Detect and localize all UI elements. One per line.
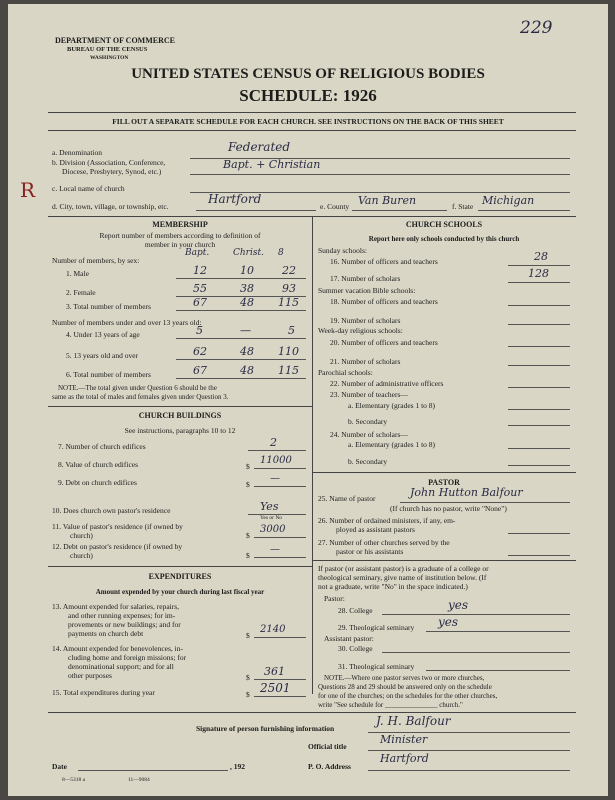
edifice-value-line [254,468,306,469]
over13-total: 110 [278,345,299,358]
q26-line-1: 26. Number of ordained ministers, if any, em- [318,516,456,525]
schools-heading: CHURCH SCHOOLS [405,220,483,229]
q25-sub: (If church has no pastor, write "None") [390,504,507,513]
total-bapt: 67 [193,296,207,309]
col-head-total: 8 [278,248,284,258]
q19-label: 19. Number of scholars [330,316,401,325]
edifice-debt-value: — [270,473,280,484]
dollar-sign: $ [246,673,250,682]
owns-residence-value: Yes [260,500,279,513]
total-label: 3. Total number of members [66,302,151,311]
form-schedule: SCHEDULE: 1926 [239,86,377,105]
q27-line-1: 27. Number of other churches served by the [318,538,450,547]
over13-christ: 48 [240,345,254,358]
residence-debt-label: 12. Debt on pastor's residence (if owned by [52,542,183,551]
bureau-name: BUREAU OF THE CENSUS [67,46,148,53]
q30-line [382,652,570,653]
divider [48,130,576,131]
female-label: 2. Female [66,288,96,297]
form-number: 8—5318 a [62,777,86,783]
dollar-sign: $ [246,631,250,640]
denomination-label: a. Denomination [52,148,102,157]
q13-line-1: 13. Amount expended for salaries, repairs, [52,602,180,611]
pastor-note-1: NOTE.—Where one pastor serves two or more churches, [324,674,485,682]
grid-line [48,712,576,713]
total6-total: 115 [278,364,299,377]
q14-line-2: cluding home and foreign missions; for [68,653,187,662]
pastor-note-4: write "See schedule for _______________ church." [318,701,463,709]
city-line [196,210,316,211]
q13-line-4: payments on church debt [68,629,144,638]
edifices-line [248,450,306,451]
q20-line [508,346,570,347]
buildings-heading: CHURCH BUILDINGS [138,411,222,420]
divider [48,112,576,113]
title-label: Official title [308,742,347,751]
over13-line [176,359,306,360]
q28-label: 28. College [338,606,373,615]
q21-line [508,365,570,366]
denomination-value: Federated [228,140,291,154]
form-instruction: FILL OUT A SEPARATE SCHEDULE FOR EACH CHURCH. SEE INSTRUCTIONS ON THE BACK OF THIS SHEET [112,117,504,126]
female-christ: 38 [240,282,254,295]
q28-value: yes [448,598,469,612]
grid-line [48,406,312,407]
q29-label: 29. Theological seminary [338,623,415,632]
q24a-label: a. Elementary (grades 1 to 8) [348,440,436,449]
print-number: 11—9084 [128,777,150,783]
residence-value-label: 11. Value of pastor's residence (if owned by [52,522,183,531]
residence-debt-value: — [270,544,280,555]
division-label: b. Division (Association, Conference, [52,158,166,167]
residence-debt-line [254,557,306,558]
q16-line [508,265,570,266]
q14-line-3: denominational support; and for all [68,662,174,671]
q24b-line [508,465,570,466]
q27-line [508,555,570,556]
city-label: d. City, town, village, or township, etc. [52,202,169,211]
date-label: Date [52,762,67,771]
total6-line [176,378,306,379]
q29-line [426,631,570,632]
title-value: Minister [380,733,428,746]
county-label: e. County [320,202,350,211]
q14-value: 361 [264,665,285,678]
grad-line-2: theological seminary, give name of institution below. (If [318,573,487,582]
division-label-2: Diocese, Presbytery, Synod, etc.) [62,167,162,176]
membership-sub-2: member in your church [144,240,216,249]
membership-heading: MEMBERSHIP [152,220,208,229]
residence-value-line [254,537,306,538]
weekday-label: Week-day religious schools: [318,326,403,335]
owns-residence-label: 10. Does church own pastor's residence [52,506,171,515]
membership-sub-1: Report number of members according to definition of [99,231,261,240]
membership-note-2: same as the total of males and females given under Question 3. [52,393,229,401]
schools-sub: Report here only schools conducted by this church [368,235,520,243]
county-value: Van Buren [358,194,417,207]
age-head: Number of members under and over 13 years old: [52,318,202,327]
q15-label: 15. Total expenditures during year [52,688,155,697]
city-value: Hartford [208,192,262,206]
male-christ: 10 [240,264,254,277]
col-head-bapt: Bapt. [185,248,210,258]
q24a-line [508,448,570,449]
male-bapt: 12 [193,264,207,277]
q23a-label: a. Elementary (grades 1 to 8) [348,401,436,410]
state-label: f. State [452,202,474,211]
total-total: 115 [278,296,299,309]
pastor-heading: PASTOR [428,478,460,487]
q16-value: 28 [534,250,548,263]
q30-label: 30. College [338,644,373,653]
q14-line-1: 14. Amount expended for benevolences, in- [52,644,184,653]
page-number: 229 [520,18,553,38]
q13-line-2: and other running expenses; for im- [68,611,176,620]
male-line [176,278,306,279]
female-bapt: 55 [193,282,207,295]
grid-line [312,560,576,561]
total-christ: 48 [240,296,254,309]
residence-value-label-2: church) [70,531,93,540]
q29-value: yes [438,615,459,629]
total6-bapt: 67 [193,364,207,377]
pastor-sublabel: Pastor: [324,594,345,603]
grad-line-1: If pastor (or assistant pastor) is a graduate of a college or [318,564,489,573]
q17-label: 17. Number of scholars [330,274,401,283]
form-title: UNITED STATES CENSUS OF RELIGIOUS BODIES [131,66,485,82]
under13-line [176,338,306,339]
q27-line-2: pastor or his assistants [336,547,404,556]
signature-value: J. H. Balfour [376,714,451,728]
state-line [478,210,570,211]
q19-line [508,324,570,325]
grid-line [312,216,313,694]
under13-label: 4. Under 13 years of age [66,330,140,339]
q14-line-4: other purposes [68,671,112,680]
q22-line [508,387,570,388]
grid-line [48,566,312,567]
q18-line [508,305,570,306]
expenditures-sub: Amount expended by your church during last fiscal year [95,588,265,596]
membership-note-1: NOTE.—The total given under Question 6 should be the [58,384,217,392]
county-line [352,210,447,211]
q17-line [508,282,570,283]
division-line [190,174,570,175]
edifice-debt-label: 9. Debt on church edifices [58,478,137,487]
q16-label: 16. Number of officers and teachers [330,257,438,266]
bureau-city: WASHINGTON [90,55,129,61]
q31-label: 31. Theological seminary [338,662,415,671]
parochial-label: Parochial schools: [318,368,373,377]
dollar-sign: $ [246,462,250,471]
q15-answer-line [254,696,306,697]
dollar-sign: $ [246,690,250,699]
q23a-line [508,409,570,410]
edifices-value: 2 [270,436,277,449]
q13-line-3: provements or new buildings; and for [68,620,181,629]
male-label: 1. Male [66,269,89,278]
edifice-debt-line [254,486,306,487]
q24b-label: b. Secondary [348,457,388,466]
date-line [78,770,228,771]
title-line [368,750,570,751]
q25-line [400,502,570,503]
asst-pastor-sublabel: Assistant pastor: [324,634,374,643]
dollar-sign: $ [246,480,250,489]
residence-debt-label-2: church) [70,551,93,560]
division-value: Bapt. + Christian [223,158,321,171]
r-mark: R [20,178,36,202]
q13-value: 2140 [260,624,286,635]
q18-label: 18. Number of officers and teachers [330,297,438,306]
under13-total: 5 [288,324,295,337]
q23b-label: b. Secondary [348,417,388,426]
dollar-sign: $ [246,531,250,540]
q14-answer-line [254,679,306,680]
signature-label: Signature of person furnishing information [196,724,335,733]
male-total: 22 [282,264,296,277]
expenditures-heading: EXPENDITURES [148,572,212,581]
residence-value-value: 3000 [260,524,286,535]
q23b-line [508,425,570,426]
edifice-value-label: 8. Value of church edifices [58,460,139,469]
census-schedule-sheet [8,4,608,796]
q25-label: 25. Name of pastor [318,494,376,503]
over13-label: 5. 13 years old and over [66,351,139,360]
pastor-note-3: for one of the churches; on the schedules for the other churches, [318,692,498,700]
yes-no-hint: Yes or No [260,515,283,521]
q26-line-2: ployed as assistant pastors [336,525,415,534]
po-label: P. O. Address [308,762,351,771]
pastor-note-2: Questions 28 and 29 should be answered only on the schedule [318,683,492,691]
over13-bapt: 62 [193,345,207,358]
q22-label: 22. Number of administrative officers [330,379,444,388]
sunday-label: Sunday schools: [318,246,367,255]
po-value: Hartford [380,752,429,765]
q15-value: 2501 [260,681,291,695]
summer-label: Summer vacation Bible schools: [318,286,416,295]
q25-value: John Hutton Balfour [410,486,523,499]
q28-line [382,614,570,615]
grad-line-3: not a graduate, write "No" in the space indicated.) [318,582,468,591]
q23-label: 23. Number of teachers— [330,390,408,399]
under13-bapt: 5 [196,324,203,337]
dept-name: DEPARTMENT OF COMMERCE [55,36,176,45]
total6-christ: 48 [240,364,254,377]
local-name-label: c. Local name of church [52,184,125,193]
total6-label: 6. Total number of members [66,370,151,379]
q21-label: 21. Number of scholars [330,357,401,366]
q31-line [426,670,570,671]
q13-answer-line [254,637,306,638]
q24-label: 24. Number of scholars— [330,430,408,439]
col-head-christ: Christ. [233,248,264,258]
edifice-value-value: 11000 [260,455,292,466]
q17-value: 128 [528,267,549,280]
po-line [368,770,570,771]
buildings-sub: See instructions, paragraphs 10 to 12 [124,426,236,435]
by-sex-label: Number of members, by sex: [52,256,140,265]
under13-christ: — [240,324,251,337]
female-total: 93 [282,282,296,295]
edifices-label: 7. Number of church edifices [58,442,146,451]
state-value: Michigan [482,194,535,207]
year-label: , 192 [230,762,245,771]
dollar-sign: $ [246,551,250,560]
grid-line [312,472,576,473]
total-line [176,310,306,311]
q26-line [508,533,570,534]
q20-label: 20. Number of officers and teachers [330,338,438,347]
